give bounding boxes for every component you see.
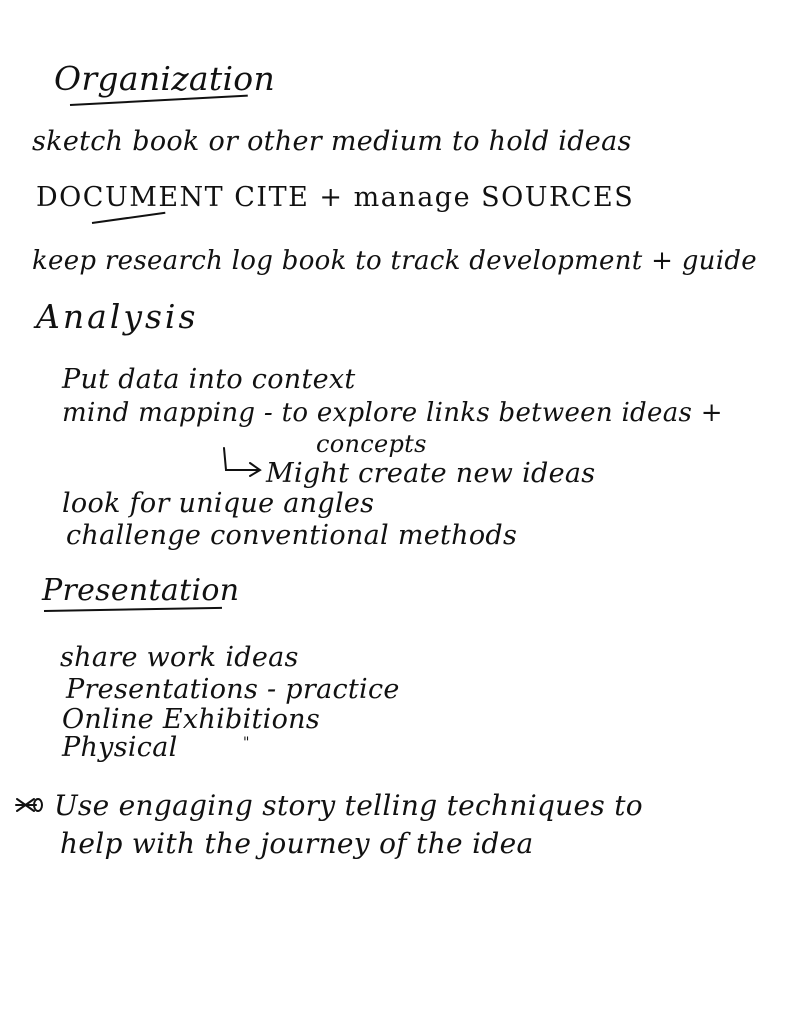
presentation-heading: Presentation: [42, 573, 240, 608]
presentation-item-share: share work ideas: [60, 642, 299, 673]
organization-item-sketchbook: sketch book or other medium to hold ideas: [32, 126, 632, 157]
analysis-item-concepts: concepts: [316, 430, 427, 458]
presentation-item-physical: Physical: [62, 732, 178, 763]
analysis-item-context: Put data into context: [62, 364, 356, 395]
analysis-item-challenge: challenge conventional methods: [66, 520, 518, 551]
organization-item-research-log: keep research log book to track development + guide: [32, 246, 757, 276]
ditto-mark: ": [243, 735, 250, 751]
note-line-2: help with the journey of the idea: [60, 827, 534, 860]
presentation-item-practice: Presentations - practice: [66, 674, 400, 705]
presentation-item-online: Online Exhibitions: [62, 704, 321, 735]
document-underline: [92, 212, 166, 224]
analysis-item-unique-angles: look for unique angles: [62, 488, 375, 519]
arrow-icon: [218, 446, 264, 480]
note-line-1: Use engaging story telling techniques to: [54, 789, 643, 822]
organization-item-document-sources: DOCUMENT CITE + manage SOURCES: [36, 182, 635, 213]
analysis-heading: Analysis: [36, 297, 199, 336]
asterisk-icon: [14, 794, 44, 816]
analysis-item-mind-mapping: mind mapping - to explore links between ideas +: [62, 398, 723, 428]
analysis-item-new-ideas: Might create new ideas: [266, 458, 596, 489]
organization-heading: Organization: [54, 59, 276, 98]
